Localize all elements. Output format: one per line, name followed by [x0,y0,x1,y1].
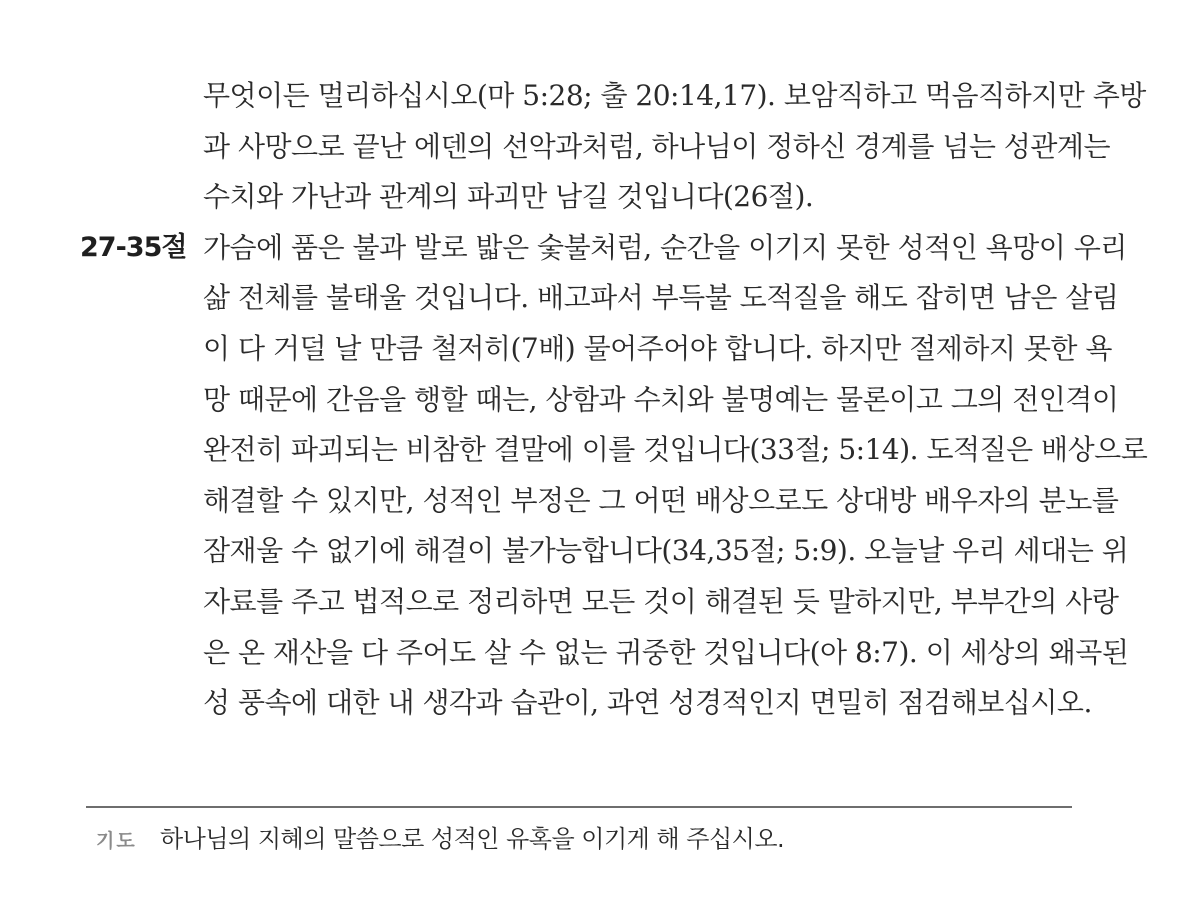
intro-line: 수치와 가난과 관계의 파괴만 남길 것입니다(26절). [203,180,814,213]
verse-line: 이 다 거덜 날 만큼 철저히(7배) 물어주어야 합니다. 하지만 절제하지 못한 욕 [203,332,1112,365]
verse-line: 완전히 파괴되는 비참한 결말에 이를 것입니다(33절; 5:14). 도적질은 배상으로 [203,433,1148,466]
verse-line: 망 때문에 간음을 행할 때는, 상함과 수치와 불명예는 물론이고 그의 전인격이 [203,383,1119,416]
intro-line: 무엇이든 멀리하십시오(마 5:28; 출 20:14,17). 보암직하고 먹음직하지만 추방 [203,79,1146,112]
verse-line: 잠재울 수 없기에 해결이 불가능합니다(34,35절; 5:9). 오늘날 우리 세대는 위 [203,534,1129,567]
verse-line: 성 풍속에 대한 내 생각과 습관이, 과연 성경적인지 면밀히 점검해보십시오. [203,686,1092,719]
verse-line: 가슴에 품은 불과 발로 밟은 숯불처럼, 순간을 이기지 못한 성적인 욕망이 우리 [203,231,1127,264]
verse-line: 은 온 재산을 다 주어도 살 수 없는 귀중한 것입니다(아 8:7). 이 세상의 왜곡된 [203,636,1129,669]
prayer-text: 하나님의 지혜의 말씀으로 성적인 유혹을 이기게 해 주십시오. [160,825,785,853]
section-divider [86,806,1072,808]
verse-line: 해결할 수 있지만, 성적인 부정은 그 어떤 배상으로도 상대방 배우자의 분노를 [203,484,1119,517]
verse-line: 자료를 주고 법적으로 정리하면 모든 것이 해결된 듯 말하지만, 부부간의 사랑 [203,585,1119,618]
verse-label: 27-35절 [80,232,187,263]
verse-line: 삶 전체를 불태울 것입니다. 배고파서 부득불 도적질을 해도 잡히면 남은 살림 [203,281,1119,314]
intro-line: 과 사망으로 끝난 에덴의 선악과처럼, 하나님이 정하신 경계를 넘는 성관계는 [203,130,1110,163]
prayer-label: 기도 [96,830,137,852]
